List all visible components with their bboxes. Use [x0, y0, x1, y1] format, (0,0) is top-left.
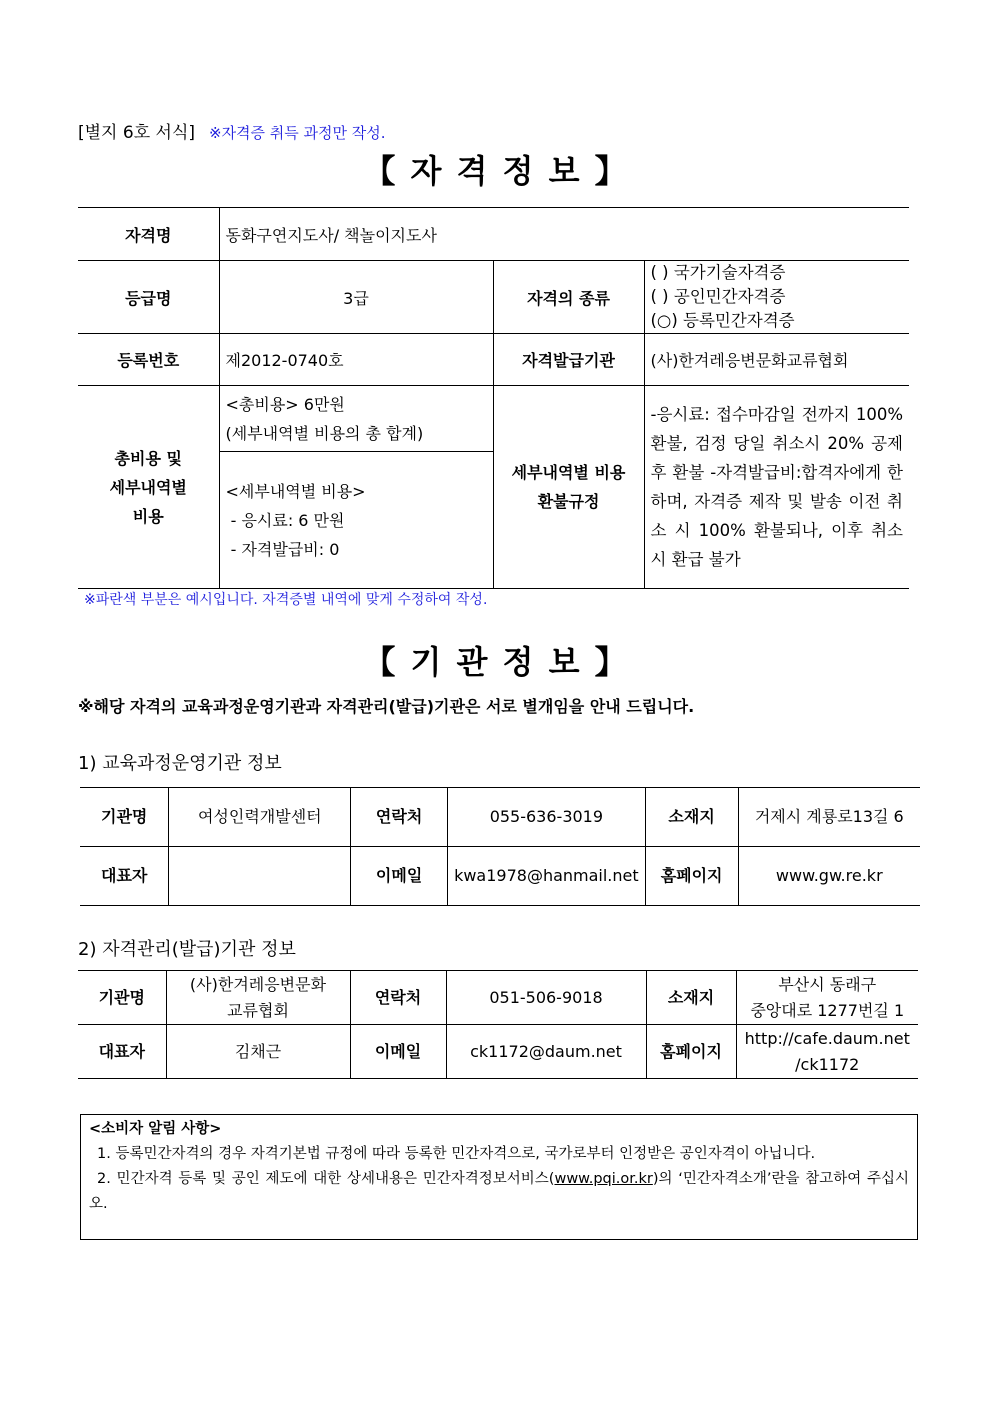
registration-label: 등록번호 [78, 334, 219, 386]
representative-label: 대표자 [78, 1025, 166, 1079]
cost-label-line: 비용 [132, 506, 164, 526]
table-row [80, 847, 920, 906]
representative-label: 대표자 [80, 847, 169, 906]
table-row [78, 1025, 918, 1079]
cost-label-line: 세부내역별 [109, 477, 187, 497]
representative-value [169, 847, 351, 906]
refund-label [493, 386, 644, 589]
location-label: 소재지 [645, 788, 738, 847]
detail-cost-exam: - 응시료: 6 만원 [225, 510, 345, 530]
qualification-title: 【 자 격 정 보 】 [363, 152, 629, 190]
total-cost [219, 386, 493, 452]
homepage-value [736, 1025, 918, 1079]
notice-text: 2. 민간자격 등록 및 공인 제도에 대한 상세내용은 민간자격정보서비스( [97, 1171, 555, 1187]
issuer-value: (사)한겨레응변문화교류협회 [644, 334, 909, 386]
email-label: 이메일 [351, 847, 448, 906]
consumer-notice-item-2 [89, 1167, 909, 1217]
issuer-institution-table [78, 970, 918, 1079]
issuer-institution-heading: 2) 자격관리(발급)기관 정보 [78, 939, 296, 960]
org-name-label: 기관명 [80, 788, 169, 847]
total-cost-line: <총비용> 6만원 [225, 394, 345, 414]
refund-label-line: 세부내역별 비용 [511, 463, 626, 482]
representative-value: 김채근 [166, 1025, 350, 1079]
location-line: 중앙대로 1277번길 1 [750, 1000, 905, 1020]
registration-value: 제2012-0740호 [219, 334, 493, 386]
edu-institution-table [80, 787, 920, 906]
consumer-notice-title: <소비자 알림 사항> [89, 1121, 222, 1137]
email-value: ck1172@daum.net [446, 1025, 646, 1079]
detail-cost [219, 452, 493, 589]
total-cost-note: (세부내역별 비용의 총 합계) [225, 423, 424, 443]
consumer-notice-box [80, 1114, 918, 1240]
contact-label: 연락처 [350, 971, 446, 1025]
location-value [736, 971, 918, 1025]
cost-label-line: 총비용 및 [114, 448, 182, 468]
location-value: 거제시 계룡로13길 6 [738, 788, 920, 847]
type-option-national: ( ) 국가기술자격증 [650, 263, 786, 282]
email-value: kwa1978@hanmail.net [448, 847, 646, 906]
org-name-label: 기관명 [78, 971, 166, 1025]
table-row [78, 971, 918, 1025]
refund-policy: -응시료: 접수마감일 전까지 100% 환불, 검정 당일 취소시 20% 공제 후 환불 -자격발급비:합격자에게 한하며, 자격증 제작 및 발송 이전 취소 시 100% 환불되나, 이후 취소시 환급 불가 [644, 386, 909, 589]
org-name-line: (사)한겨레응변문화 [189, 974, 327, 994]
homepage-label: 홈페이지 [645, 847, 738, 906]
edu-institution-heading: 1) 교육과정운영기관 정보 [78, 753, 282, 774]
notice-text: )의 ‘민간자격소개’란을 참고하여 주십시오. [89, 1171, 909, 1212]
form-label [78, 118, 386, 143]
email-label: 이메일 [350, 1025, 446, 1079]
refund-label-line: 환불규정 [537, 492, 600, 511]
issuer-label: 자격발급기관 [493, 334, 644, 386]
location-line: 부산시 동래구 [778, 974, 877, 994]
type-options [644, 261, 909, 334]
homepage-label: 홈페이지 [646, 1025, 736, 1079]
qualification-table [78, 207, 909, 589]
form-note: ※자격증 취득 과정만 작성. [209, 124, 386, 142]
type-label: 자격의 종류 [493, 261, 644, 334]
detail-cost-heading: <세부내역별 비용> [225, 481, 366, 501]
table-row [80, 788, 920, 847]
org-name-line: 교류협회 [227, 1000, 289, 1020]
table-row [78, 261, 909, 334]
qualification-name-label: 자격명 [78, 208, 219, 261]
detail-cost-issue: - 자격발급비: 0 [225, 539, 340, 559]
grade-value: 3급 [219, 261, 493, 334]
cost-label [78, 386, 219, 589]
homepage-value: www.gw.re.kr [738, 847, 920, 906]
table-row [78, 386, 909, 452]
contact-label: 연락처 [351, 788, 448, 847]
type-option-certified: ( ) 공인민간자격증 [650, 287, 786, 306]
example-note: ※파란색 부분은 예시입니다. 자격증별 내역에 맞게 수정하여 작성. [84, 592, 488, 608]
table-row [78, 334, 909, 386]
form-number: [별지 6호 서식] [78, 123, 195, 143]
table-row [78, 208, 909, 261]
org-name-value [166, 971, 350, 1025]
grade-label: 등급명 [78, 261, 219, 334]
consumer-notice-item-1: 1. 등록민간자격의 경우 자격기본법 규정에 따라 등록한 민간자격으로, 국가로부터 인정받은 공인자격이 아닙니다. [97, 1146, 816, 1162]
homepage-line: http://cafe.daum.net [744, 1028, 910, 1048]
institution-title: 【 기 관 정 보 】 [363, 643, 629, 681]
qualification-name-value: 동화구연지도사/ 책놀이지도사 [219, 208, 909, 261]
org-name-value: 여성인력개발센터 [169, 788, 351, 847]
pqi-link[interactable]: www.pqi.or.kr [554, 1171, 653, 1187]
location-label: 소재지 [646, 971, 736, 1025]
institution-notice: ※해당 자격의 교육과정운영기관과 자격관리(발급)기관은 서로 별개임을 안내 드립니다. [78, 697, 695, 716]
homepage-line: /ck1172 [795, 1054, 860, 1074]
type-option-registered: (○) 등록민간자격증 [650, 311, 795, 330]
contact-value: 051-506-9018 [446, 971, 646, 1025]
contact-value: 055-636-3019 [448, 788, 646, 847]
